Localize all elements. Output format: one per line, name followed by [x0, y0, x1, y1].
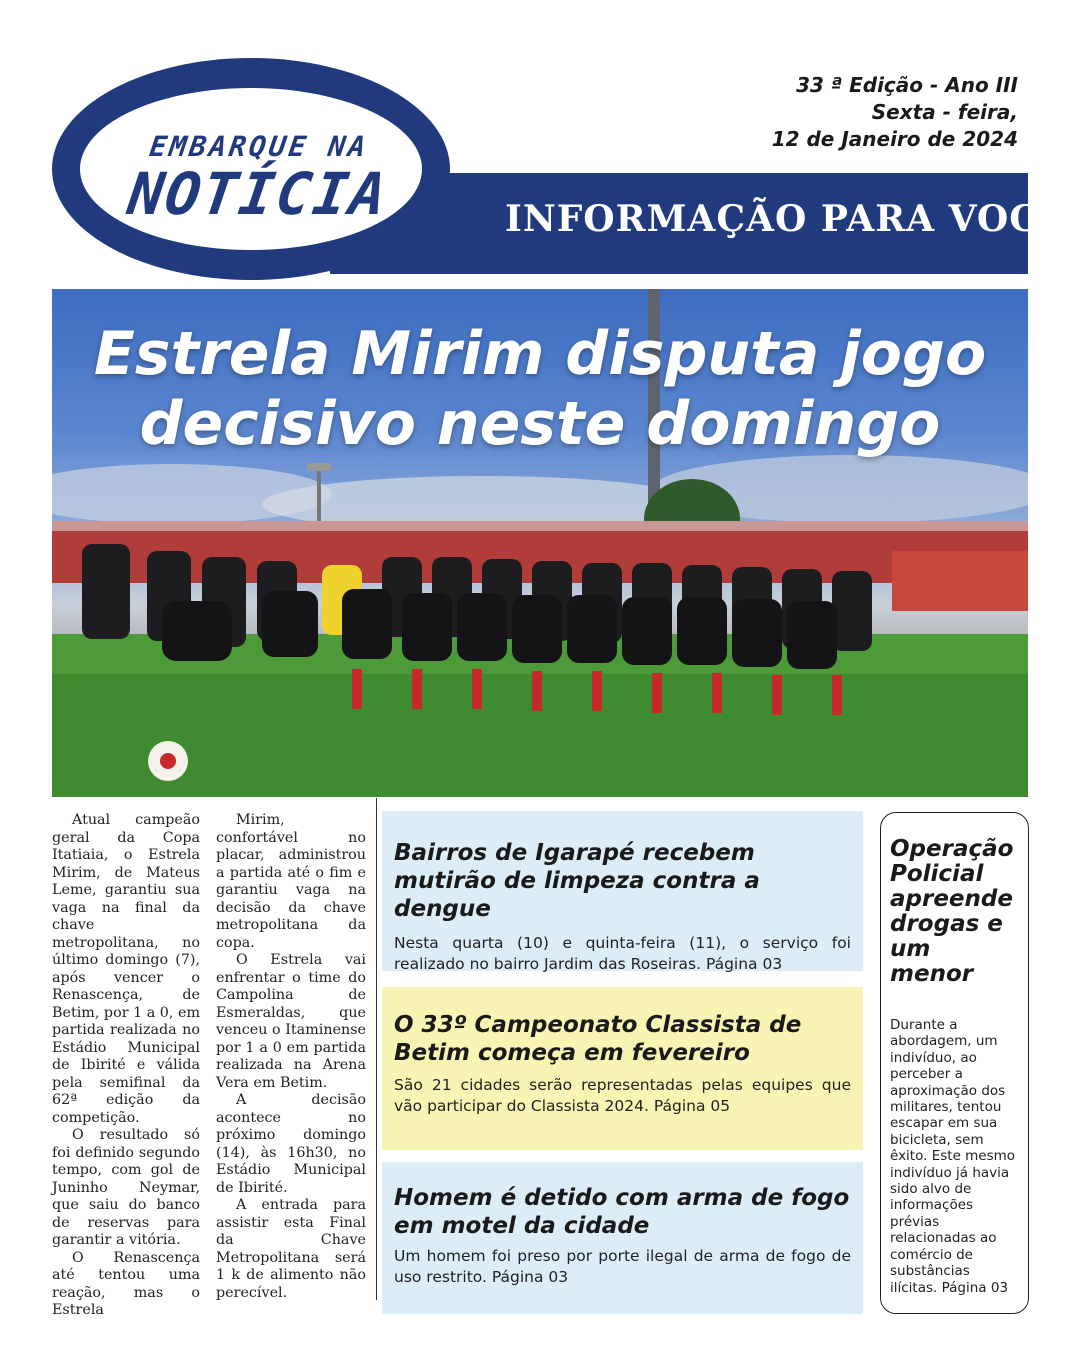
- teaser-text: Um homem foi preso por porte ilegal de arma de fogo de uso restrito. Página 03: [394, 1247, 851, 1286]
- teaser-title: Homem é detido com arma de fogo em motel da cidade: [394, 1185, 850, 1239]
- article-paragraph: Atual campeão geral da Copa Itatiaia, o Estrela Mirim, de Mateus Leme, garantiu sua vaga na final da chave metropolitana, no último domingo (7), após vencer o Renascença, de Betim, por 1 a 0, em partida realizada no Estádio Municipal de Ibirité e válida pela semifinal da 62ª edição da competição.: [52, 812, 200, 1126]
- edition-weekday: Sexta - feira,: [871, 100, 1018, 124]
- sidebox-text: Durante a abordagem, um indivíduo, ao perceber a aproximação dos militares, tentou escapar em sua bicicleta, sem êxito. Este mesmo indivíduo já havia sido alvo de informações prévias relacionadas ao comércio de substâncias ilícitas. Página 03: [890, 1017, 1016, 1296]
- logo-line1: EMBARQUE NA: [147, 130, 371, 163]
- headline-line2: decisivo neste domingo: [139, 389, 941, 459]
- sidebox-operacao-policial[interactable]: [880, 812, 1029, 1314]
- teaser-classista[interactable]: [382, 987, 863, 1150]
- main-headline[interactable]: [52, 319, 1028, 459]
- article-column-2: [216, 812, 366, 1302]
- article-paragraph: O Renascença até tentou uma reação, mas o Estrela: [52, 1249, 200, 1318]
- edition-info: [772, 72, 1018, 153]
- column-divider: [376, 798, 377, 1300]
- article-column-1: [52, 812, 200, 1320]
- newspaper-logo[interactable]: [52, 58, 450, 280]
- edition-number: 33 ª Edição - Ano III: [796, 73, 1018, 97]
- teaser-text: São 21 cidades serão representadas pelas equipes que vão participar do Classista 2024. Página 05: [394, 1076, 851, 1115]
- article-paragraph: O Estrela vai enfrentar o time do Campolina de Esmeraldas, que venceu o Itaminense por 1 a 0 em partida realizada na Arena Vera em Betim.: [216, 952, 366, 1091]
- headline-line1: Estrela Mirim disputa jogo: [93, 319, 987, 389]
- teaser-title: O 33º Campeonato Classista de Betim começa em fevereiro: [394, 1012, 802, 1066]
- teaser-text: Nesta quarta (10) e quinta-feira (11), o serviço foi realizado no bairro Jardim das Roseiras. Página 03: [394, 934, 851, 973]
- teaser-arma-de-fogo[interactable]: [382, 1162, 863, 1314]
- article-paragraph: A decisão acontece no próximo domingo (14), às 16h30, no Estádio Municipal de Ibirité.: [216, 1092, 366, 1196]
- hero-photo[interactable]: [52, 289, 1028, 797]
- article-paragraph: O resultado só foi definido segundo tempo, com gol de Juninho Neymar, que saiu do banco de reservas para garantir a vitória.: [52, 1127, 200, 1248]
- sidebox-title: Operação Policial apreende drogas e um menor: [890, 836, 1014, 987]
- teaser-dengue[interactable]: [382, 811, 863, 971]
- slogan: INFORMAÇÃO PARA VOCÊ: [505, 198, 1068, 240]
- edition-date: 12 de Janeiro de 2024: [771, 127, 1018, 151]
- article-paragraph: A entrada para assistir esta Final da Chave Metropolitana será 1 k de alimento não perecível.: [216, 1197, 366, 1301]
- article-paragraph: Mirim, confortável no placar, administrou a partida até o fim e garantiu vaga na decisão da chave metropolitana da copa.: [216, 812, 366, 951]
- logo-line2: NOTÍCIA: [124, 160, 392, 228]
- teaser-title: Bairros de Igarapé recebem mutirão de limpeza contra a dengue: [394, 840, 760, 922]
